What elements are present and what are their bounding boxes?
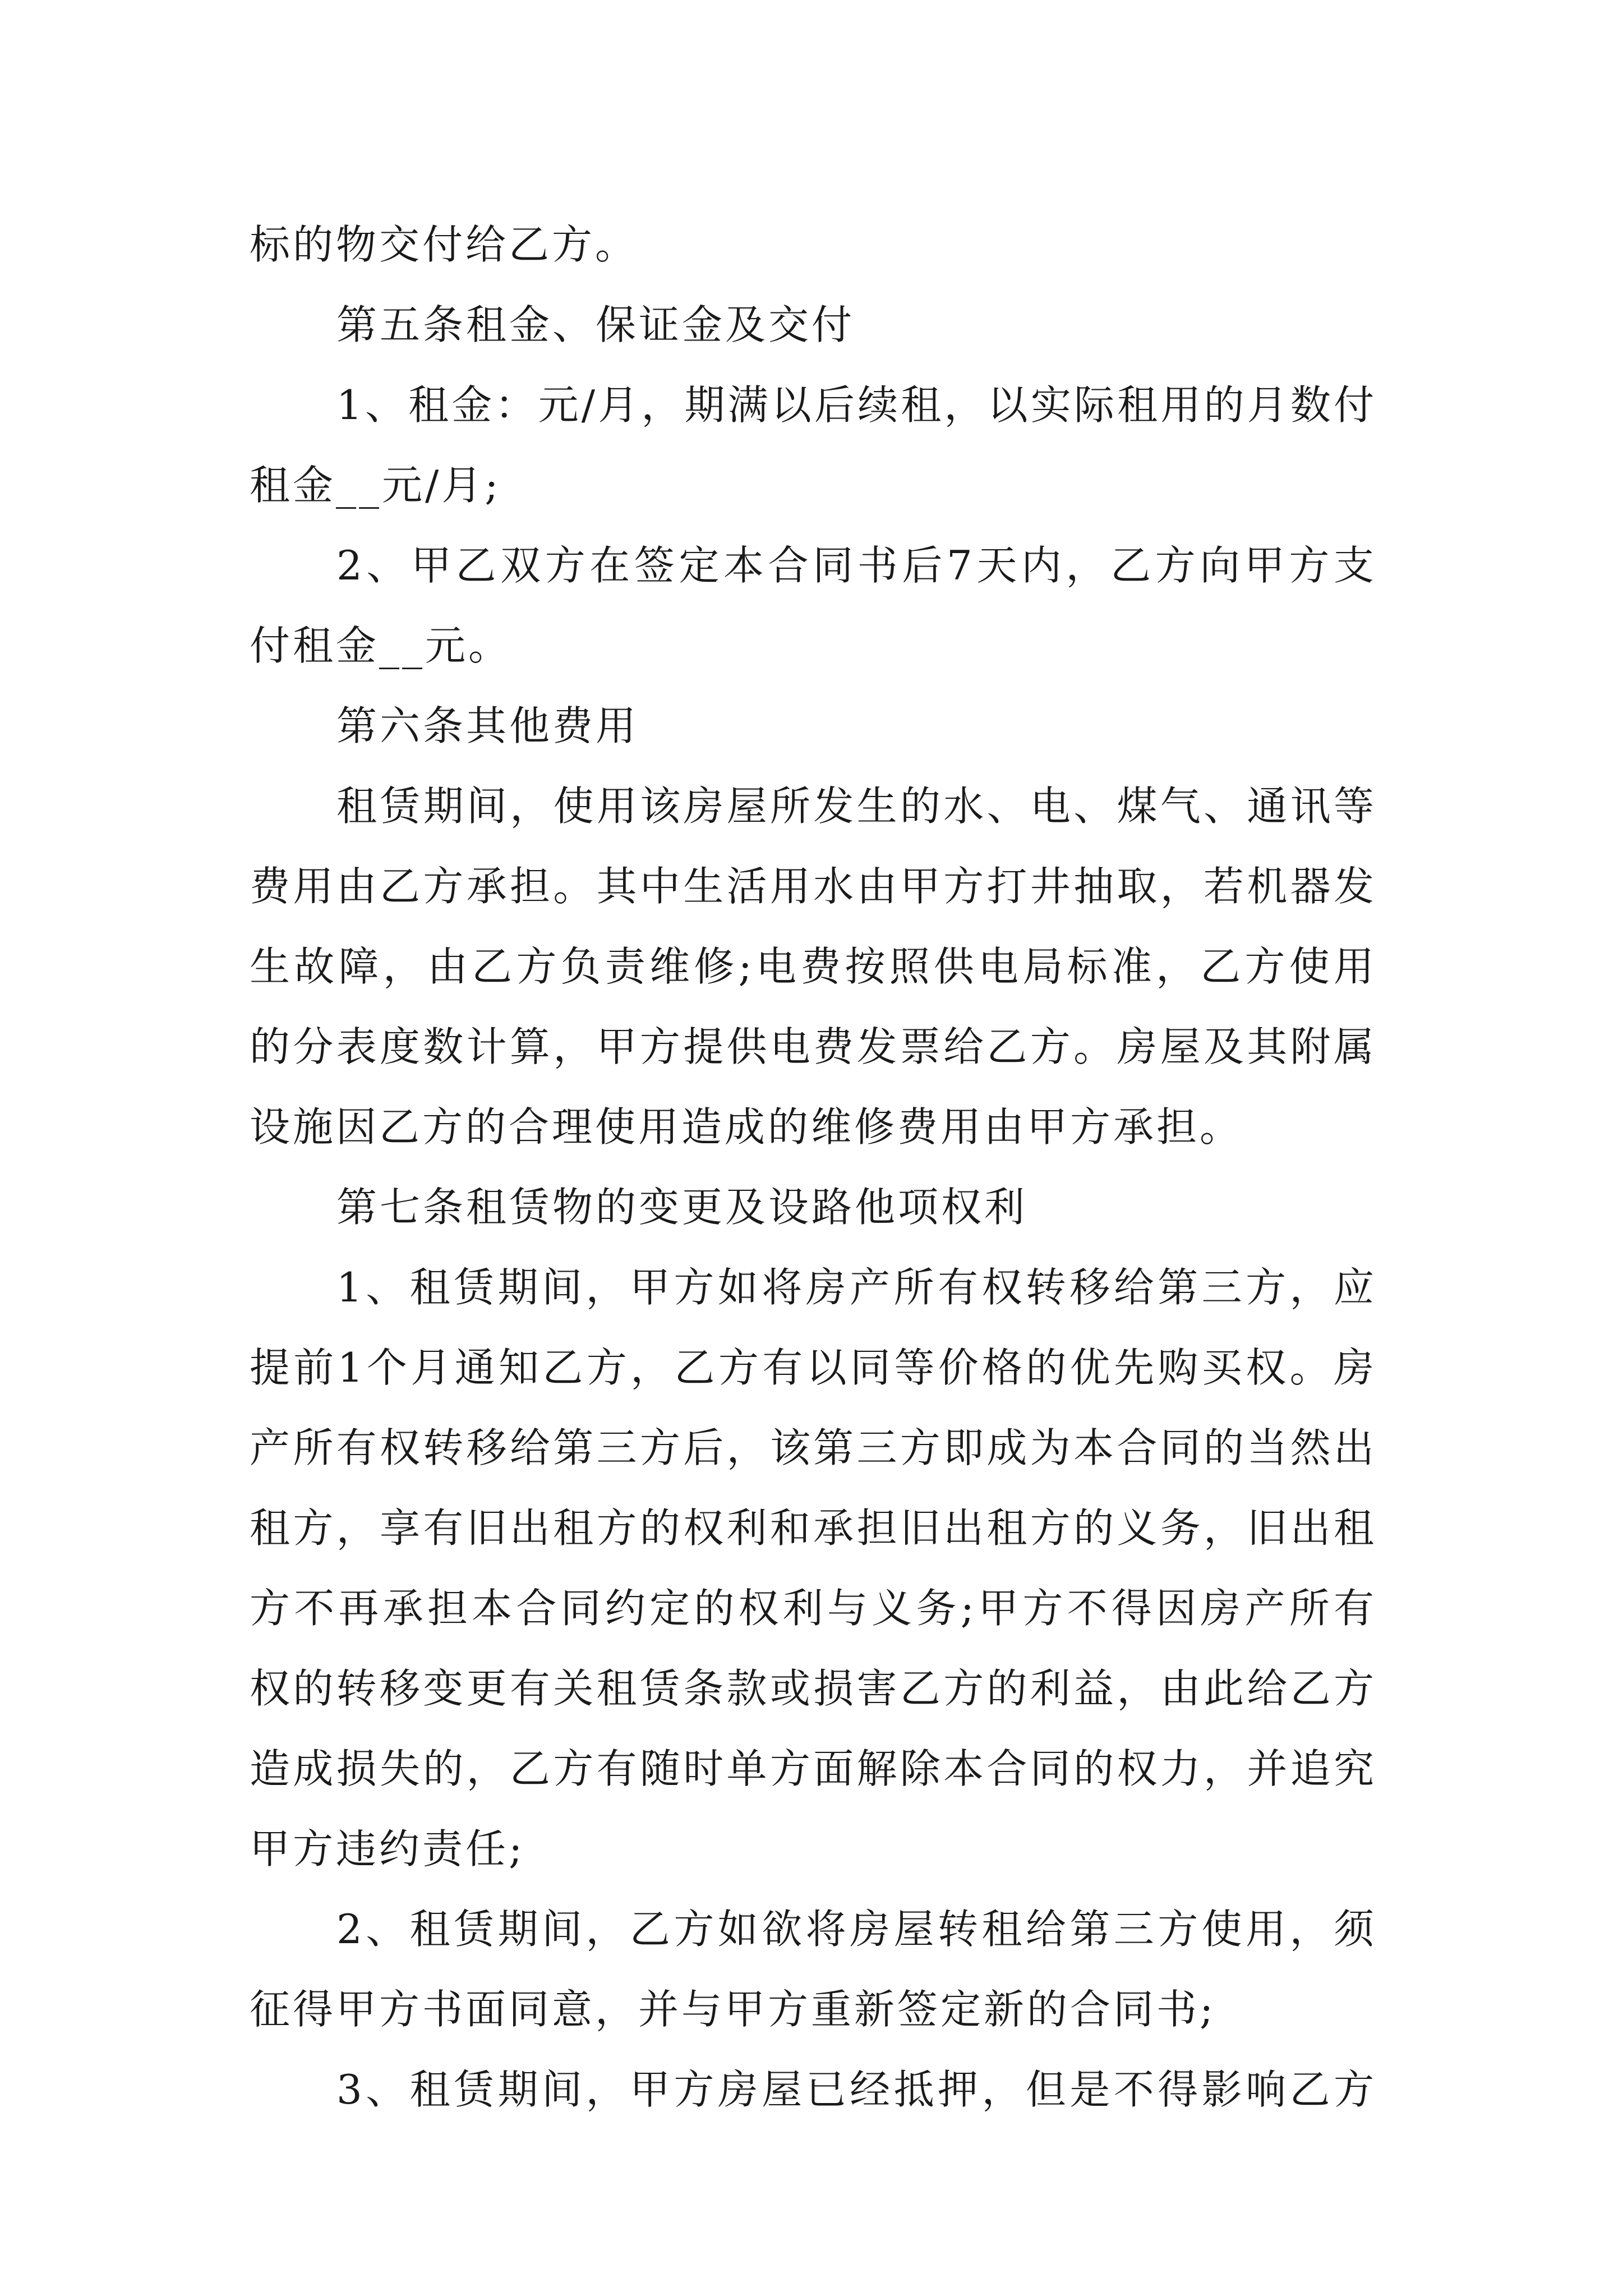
text-line: 租金__元/月; xyxy=(250,462,501,509)
text-line: 产所有权转移给第三方后，该第三方即成为本合同的当然出 xyxy=(250,1424,1377,1471)
section-heading: 第七条租赁物的变更及设路他项权利 xyxy=(336,1184,1028,1231)
text-line: 设施因乙方的合理使用造成的维修费用由甲方承担。 xyxy=(250,1103,1243,1151)
text-line: 权的转移变更有关租赁条款或损害乙方的利益，由此给乙方 xyxy=(250,1665,1377,1712)
text-line: 费用由乙方承担。其中生活用水由甲方打井抽取，若机器发 xyxy=(250,863,1377,910)
text-line: 造成损失的，乙方有随时单方面解除本合同的权力，并追究 xyxy=(250,1745,1377,1792)
text-line: 的分表度数计算，甲方提供电费发票给乙方。房屋及其附属 xyxy=(250,1023,1377,1070)
text-line: 租方，享有旧出租方的权利和承担旧出租方的义务，旧出租 xyxy=(250,1504,1377,1552)
text-line: 3、租赁期间，甲方房屋已经抵押，但是不得影响乙方 xyxy=(336,2066,1377,2113)
text-line: 生故障，由乙方负责维修;电费按照供电局标准，乙方使用 xyxy=(250,943,1377,990)
text-line: 甲方违约责任; xyxy=(250,1825,525,1872)
text-line: 2、租赁期间，乙方如欲将房屋转租给第三方使用，须 xyxy=(336,1906,1377,1953)
text-line: 征得甲方书面同意，并与甲方重新签定新的合同书; xyxy=(250,1986,1216,2033)
text-line: 标的物交付给乙方。 xyxy=(250,221,639,268)
section-heading: 第六条其他费用 xyxy=(336,702,639,749)
text-line: 2、甲乙双方在签定本合同书后7天内，乙方向甲方支 xyxy=(336,542,1377,589)
text-line: 1、租赁期间，甲方如将房产所有权转移给第三方，应 xyxy=(336,1264,1377,1311)
text-line: 1、租金：元/月，期满以后续租，以实际租用的月数付 xyxy=(336,381,1377,429)
section-heading: 第五条租金、保证金及交付 xyxy=(336,301,855,348)
text-line: 租赁期间，使用该房屋所发生的水、电、煤气、通讯等 xyxy=(336,783,1377,830)
text-line: 提前1个月通知乙方，乙方有以同等价格的优先购买权。房 xyxy=(250,1344,1377,1391)
document-page xyxy=(250,205,1377,2130)
text-line: 付租金__元。 xyxy=(250,622,512,669)
text-line: 方不再承担本合同约定的权利与义务;甲方不得因房产所有 xyxy=(250,1585,1377,1632)
